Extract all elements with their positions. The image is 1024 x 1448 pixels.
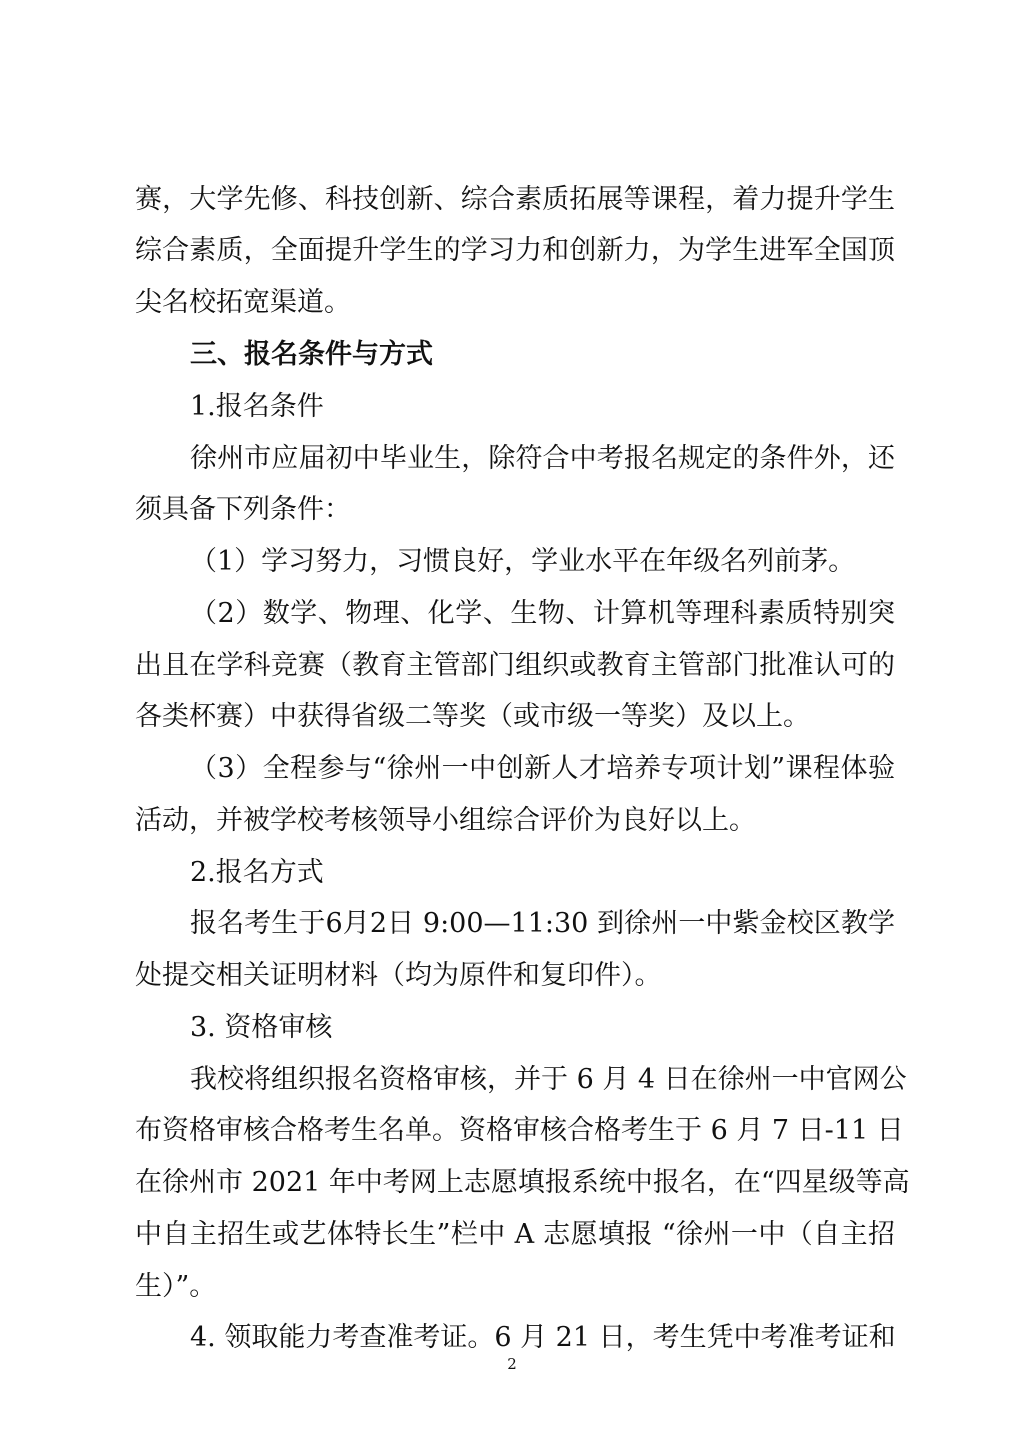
condition-item-2-line-3: 各类杯赛）中获得省级二等奖（或市级一等奖）及以上。 [135, 701, 810, 732]
subheading-registration-method: 2.报名方式 [190, 857, 324, 888]
condition-item-3-line-1: （3）全程参与“徐州一中创新人才培养专项计划”课程体验 [190, 753, 895, 784]
text-line-15: 报名考生于6月2日 9:00—11:30 到徐州一中紫金校区教学 [190, 908, 895, 939]
text-line-20: 在徐州市 2021 年中考网上志愿填报系统中报名，在“四星级等高 [135, 1167, 910, 1198]
text-line-19: 布资格审核合格考生名单。资格审核合格考生于 6 月 7 日-11 日 [135, 1115, 904, 1146]
condition-item-3-line-2: 活动，并被学校考核领导小组综合评价为良好以上。 [135, 805, 756, 836]
condition-item-2-line-2: 出且在学科竞赛（教育主管部门组织或教育主管部门批准认可的 [135, 650, 895, 681]
text-line-1: 赛，大学先修、科技创新、综合素质拓展等课程，着力提升学生 [135, 184, 895, 215]
text-line-18: 我校将组织报名资格审核，并于 6 月 4 日在徐州一中官网公 [190, 1064, 907, 1095]
subheading-registration-conditions: 1.报名条件 [190, 391, 324, 422]
condition-item-2-line-1: （2）数学、物理、化学、生物、计算机等理科素质特别突 [190, 598, 895, 629]
text-line-2: 综合素质，全面提升学生的学习力和创新力，为学生进军全国顶 [135, 235, 895, 266]
text-line-22: 生）”。 [135, 1271, 217, 1302]
subheading-qualification-review: 3. 资格审核 [190, 1012, 333, 1043]
section-heading-3: 三、报名条件与方式 [190, 339, 433, 370]
text-line-6: 徐州市应届初中毕业生，除符合中考报名规定的条件外，还 [190, 443, 895, 474]
text-line-7: 须具备下列条件： [135, 494, 351, 525]
text-line-3: 尖名校拓宽渠道。 [135, 287, 351, 318]
condition-item-1: （1）学习努力，习惯良好，学业水平在年级名列前茅。 [190, 546, 856, 577]
text-line-23: 4. 领取能力考查准考证。6 月 21 日，考生凭中考准考证和 [190, 1322, 896, 1353]
text-line-21: 中自主招生或艺体特长生”栏中 A 志愿填报 “徐州一中（自主招 [135, 1219, 895, 1250]
page-number: 2 [507, 1355, 517, 1373]
text-line-16: 处提交相关证明材料（均为原件和复印件）。 [135, 960, 662, 991]
